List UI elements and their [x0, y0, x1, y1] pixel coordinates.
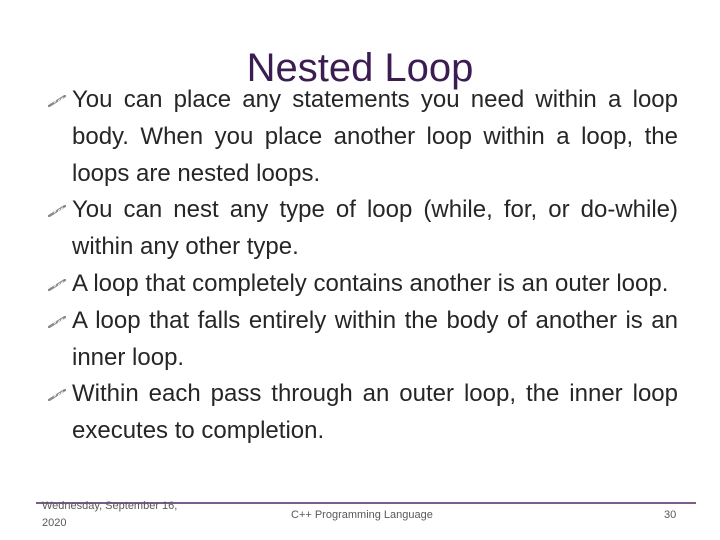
- feather-bullet-icon: [48, 389, 66, 401]
- bullet-item: [48, 192, 678, 266]
- feather-bullet-icon: [48, 279, 66, 291]
- footer-course-name: C++ Programming Language: [291, 509, 433, 521]
- feather-bullet-icon: [48, 95, 66, 107]
- bullet-item: [48, 266, 678, 303]
- bullet-item: [48, 376, 678, 450]
- slide-title: Nested Loop: [246, 46, 474, 90]
- bullet-item: [48, 82, 678, 192]
- bullet-text: A loop that completely contains another is an outer loop.: [72, 269, 669, 297]
- bullet-item: [48, 303, 678, 377]
- feather-bullet-icon: [48, 316, 66, 328]
- bullet-list: [48, 82, 678, 450]
- footer-date: Wednesday, September 16, 2020: [42, 500, 178, 529]
- bullet-text: You can nest any type of loop (while, for, or do-while) within any other type.: [72, 196, 678, 261]
- bullet-text: Within each pass through an outer loop, the inner loop executes to completion.: [72, 380, 678, 445]
- bullet-text: You can place any statements you need within a loop body. When you place another loop within a loop, the loops are nested loops.: [72, 86, 678, 187]
- feather-bullet-icon: [48, 205, 66, 217]
- bullet-text: A loop that falls entirely within the body of another is an inner loop.: [72, 306, 678, 371]
- footer-page-number: 30: [664, 509, 677, 521]
